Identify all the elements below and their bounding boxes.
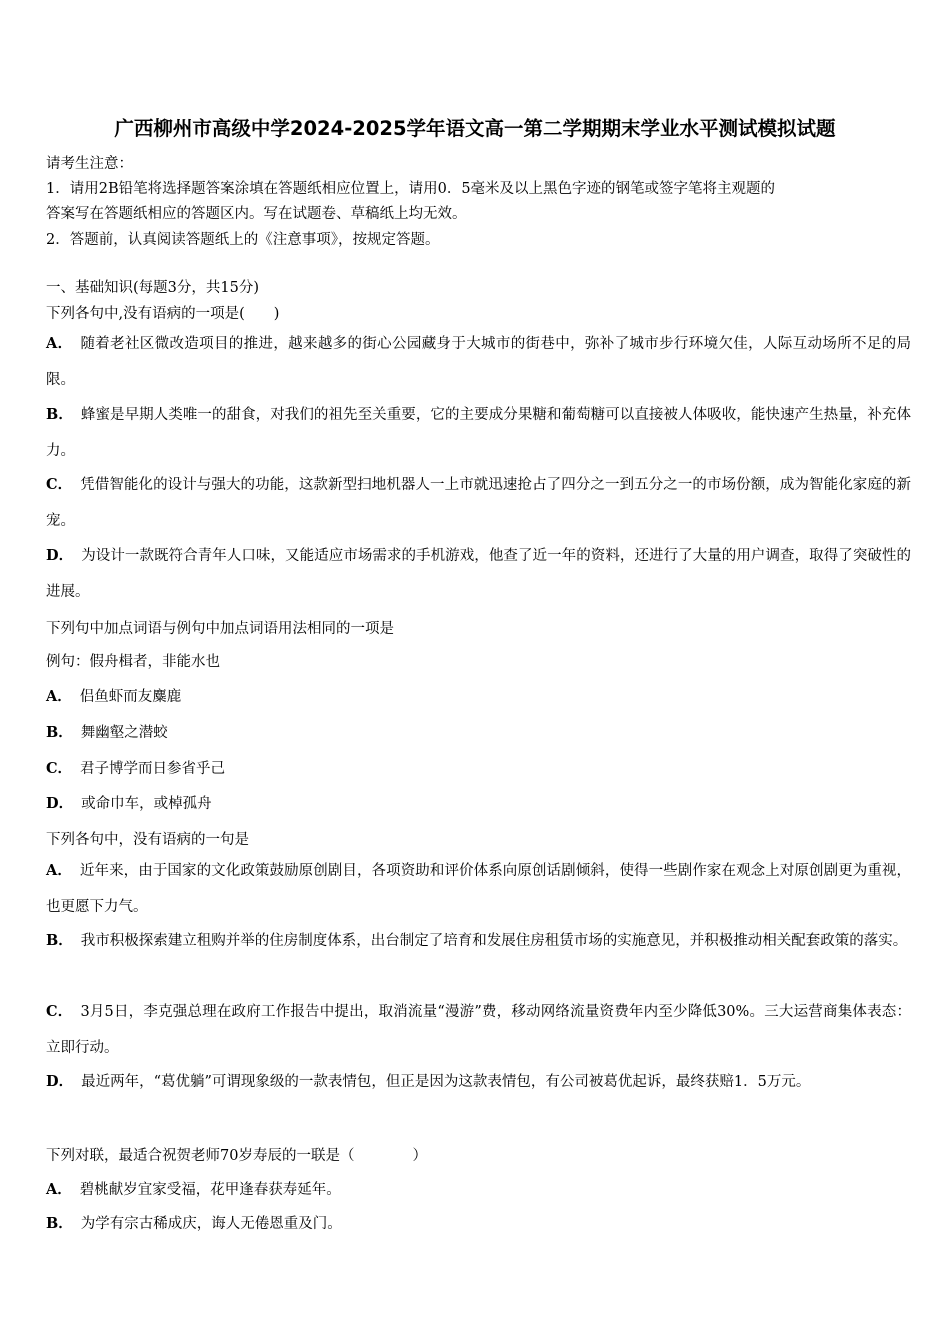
option-text: 碧桃献岁宜家受福，花甲逢春获寿延年。 xyxy=(79,1182,341,1198)
option-label: D． xyxy=(46,1073,74,1090)
option-label: B． xyxy=(46,406,73,423)
question-1-option-c xyxy=(46,467,911,539)
option-label: C． xyxy=(46,1003,73,1020)
option-text: 近年来，由于国家的文化政策鼓励原创剧目，各项资助和评价体系向原创话剧倾斜，使得一些剧作家在观念上对原创剧更为重视，也更愿下力气。 xyxy=(46,863,911,915)
option-label: A． xyxy=(46,335,73,352)
option-label: B． xyxy=(46,724,73,741)
question-2-option-b xyxy=(46,721,168,742)
question-2-option-d xyxy=(46,792,212,813)
option-text: 我市积极探索建立租购并举的住房制度体系，出台制定了培育和发展住房租赁市场的实施意见，并积极推动相关配套政策的落实。 xyxy=(80,933,908,949)
option-text: 君子博学而日参省乎己 xyxy=(80,761,226,777)
option-label: D． xyxy=(46,795,74,812)
question-4-stem: 下列对联，最适合祝贺老师70岁寿辰的一联是（ ） xyxy=(46,1148,427,1164)
option-label: A． xyxy=(46,1181,72,1198)
question-3-option-c xyxy=(46,994,911,1066)
option-label: C． xyxy=(46,476,73,493)
notice-item-2: 2．答题前，认真阅读答题纸上的《注意事项》，按规定答题。 xyxy=(46,232,440,248)
question-4-option-b xyxy=(46,1212,342,1233)
option-label: A． xyxy=(46,862,72,879)
notice-item-1-line-1: 1．请用2B铅笔将选择题答案涂填在答题纸相应位置上，请用0．5毫米及以上黑色字迹的钢笔或签字笔将主观题的 xyxy=(46,181,776,197)
option-text: 舞幽壑之潜蛟 xyxy=(80,725,168,741)
question-1-stem: 下列各句中,没有语病的一项是( ) xyxy=(46,306,280,322)
option-text: 3月5日，李克强总理在政府工作报告中提出，取消流量“漫游”费，移动网络流量资费年内至少降低30%。三大运营商集体表态：立即行动。 xyxy=(46,1004,911,1056)
question-2-option-c xyxy=(46,757,225,778)
notice-item-1-line-2: 答案写在答题纸相应的答题区内。写在试题卷、草稿纸上均无效。 xyxy=(46,206,467,222)
question-4-option-a xyxy=(46,1178,341,1199)
option-label: A． xyxy=(46,688,72,705)
option-text: 随着老社区微改造项目的推进，越来越多的街心公园藏身于大城市的街巷中，弥补了城市步行环境欠佳，人际互动场所不足的局限。 xyxy=(46,336,911,388)
option-label: D． xyxy=(46,547,74,564)
question-2-option-a xyxy=(46,685,181,706)
question-3-option-b xyxy=(46,923,911,959)
page-title: 广西柳州市高级中学2024-2025学年语文高一第二学期期末学业水平测试模拟试题 xyxy=(114,117,836,140)
option-text: 凭借智能化的设计与强大的功能，这款新型扫地机器人一上市就迅速抢占了四分之一到五分之一的市场份额，成为智能化家庭的新宠。 xyxy=(46,477,911,529)
question-1-option-b xyxy=(46,397,911,469)
question-1-option-a xyxy=(46,326,911,398)
notice-heading: 请考生注意： xyxy=(46,156,133,172)
question-1-option-d xyxy=(46,538,911,610)
option-text: 蜂蜜是早期人类唯一的甜食，对我们的祖先至关重要，它的主要成分果糖和葡萄糖可以直接被人体吸收，能快速产生热量，补充体力。 xyxy=(46,407,911,459)
question-3-stem: 下列各句中，没有语病的一句是 xyxy=(46,832,249,848)
question-3-option-d xyxy=(46,1064,911,1100)
option-label: C． xyxy=(46,760,73,777)
section-heading: 一、基础知识(每题3分，共15分) xyxy=(46,280,259,296)
option-text: 为学有宗古稀成庆，诲人无倦恩重及门。 xyxy=(80,1216,342,1232)
option-text: 为设计一款既符合青年人口味，又能适应市场需求的手机游戏，他查了近一年的资料，还进行了大量的用户调查，取得了突破性的进展。 xyxy=(46,548,912,600)
question-2-example: 例句：假舟楫者，非能水也 xyxy=(46,654,220,670)
question-3-option-a xyxy=(46,853,911,925)
option-text: 或命巾车，或棹孤舟 xyxy=(81,796,212,812)
option-text: 最近两年，“葛优躺”可谓现象级的一款表情包，但正是因为这款表情包，有公司被葛优起诉，最终获赔1．5万元。 xyxy=(81,1074,811,1090)
question-2-stem: 下列句中加点词语与例句中加点词语用法相同的一项是 xyxy=(46,621,394,637)
option-label: B． xyxy=(46,1215,73,1232)
option-text: 侣鱼虾而友麋鹿 xyxy=(79,689,182,705)
option-label: B． xyxy=(46,932,73,949)
